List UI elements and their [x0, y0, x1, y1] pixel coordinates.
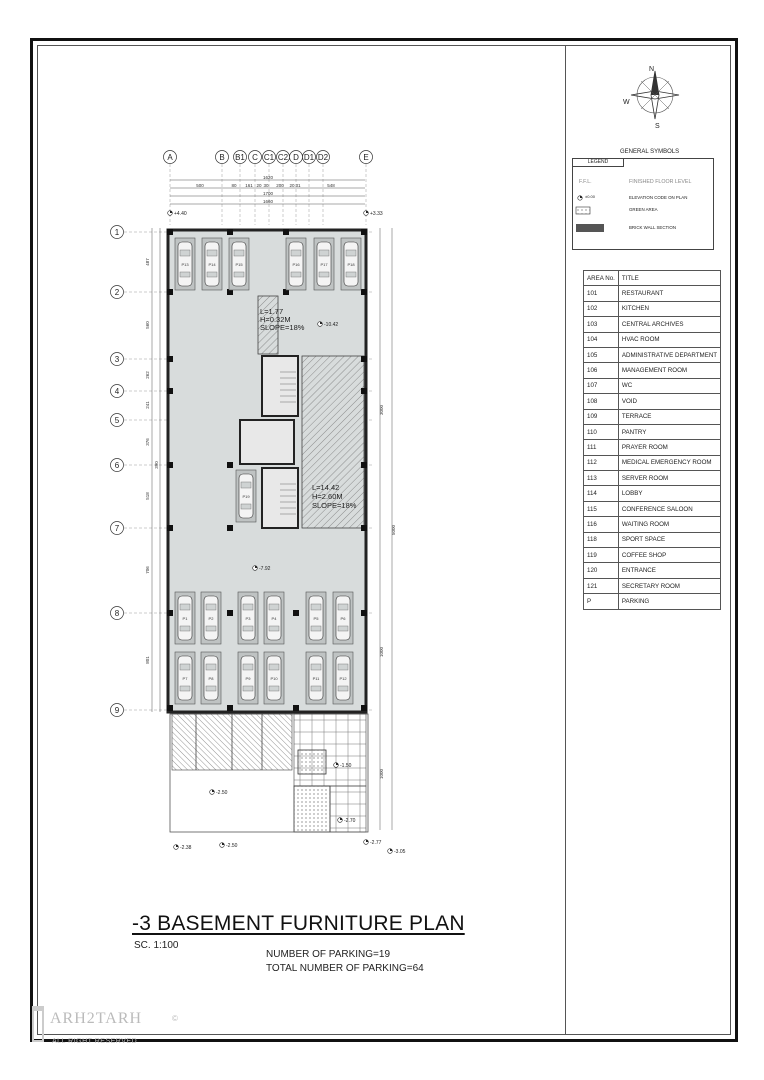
area-title: LOBBY: [618, 486, 720, 501]
area-title: WAITING ROOM: [618, 517, 720, 532]
area-number: 105: [584, 347, 619, 362]
dimension-value: 376: [145, 438, 150, 446]
parking-number: P10: [270, 676, 278, 681]
level-value: -2.38: [180, 845, 192, 851]
elevation-key: ±0.00: [585, 194, 595, 199]
dimension-value: 706: [145, 566, 150, 574]
level-value: -7.92: [259, 566, 271, 572]
parking-number: P1: [182, 616, 188, 621]
area-table-row: [584, 301, 721, 316]
area-table-row: [584, 517, 721, 532]
column-label: B1: [235, 153, 245, 162]
area-table-row: [584, 424, 721, 439]
area-table-row: [584, 563, 721, 578]
drawing-title: -3 BASEMENT FURNITURE PLAN: [132, 912, 465, 935]
parking-number: P4: [271, 616, 277, 621]
column-bubble: [234, 151, 247, 164]
column-bubble: [249, 151, 262, 164]
logo-mark-icon: [32, 1006, 44, 1042]
structural-column: [361, 356, 367, 362]
parking-stall: [175, 592, 195, 644]
area-table-row: [584, 394, 721, 409]
column-bubble: [303, 151, 316, 164]
area-schedule-table: [583, 270, 721, 610]
parking-stall: [286, 238, 306, 290]
dimension-value: 3000: [379, 404, 384, 416]
structural-column: [361, 388, 367, 394]
area-title: PRAYER ROOM: [618, 440, 720, 455]
parking-number: P2: [208, 616, 214, 621]
ramp2-height: H=2.60M: [312, 492, 343, 501]
north-label: N: [649, 66, 655, 73]
dimension-value: 1000: [379, 646, 384, 658]
copyright-mark: ©: [172, 1014, 178, 1023]
parking-stall: [229, 238, 249, 290]
dimension-value: 518: [145, 492, 150, 500]
left-dimensions: [152, 228, 160, 712]
parking-number: P6: [340, 616, 346, 621]
dimension-value: 1700: [262, 191, 274, 196]
south-label: S: [655, 123, 660, 130]
parking-number: P9: [245, 676, 251, 681]
area-table-row: [584, 363, 721, 378]
row-label: 1: [114, 228, 120, 237]
dimension-value: 560: [145, 321, 150, 329]
row-bubble: [111, 286, 124, 299]
dimension-value: 1000: [379, 768, 384, 780]
level-value: -2.50: [216, 790, 228, 796]
structural-column: [167, 462, 173, 468]
row-bubble: [111, 385, 124, 398]
area-table-row: [584, 409, 721, 424]
row-label: 7: [114, 524, 120, 533]
area-title: MANAGEMENT ROOM: [618, 363, 720, 378]
dimension-value: 161: [245, 183, 253, 188]
area-title: ADMINISTRATIVE DEPARTMENT: [618, 347, 720, 362]
green-area-label: GREEN AREA: [629, 207, 658, 212]
column-label: D1: [303, 153, 315, 162]
dimension-value: 1620: [262, 175, 274, 180]
level-marker: [364, 840, 382, 846]
area-number: 111: [584, 440, 619, 455]
structural-column: [283, 229, 289, 235]
row-bubble: [111, 704, 124, 717]
row-label: 2: [114, 288, 120, 297]
area-number: 103: [584, 317, 619, 332]
parking-number: P3: [245, 616, 251, 621]
row-bubble: [111, 522, 124, 535]
structural-column: [167, 289, 173, 295]
level-value: -3.05: [394, 849, 406, 855]
area-no-header: AREA No.: [584, 271, 619, 286]
row-label: 4: [114, 387, 120, 396]
level-value: -1.50: [340, 763, 352, 769]
parking-number: P5: [313, 616, 319, 621]
area-title: WC: [618, 378, 720, 393]
column-label: A: [167, 153, 173, 162]
brick-wall-label: BRICK WALL SECTION: [629, 225, 677, 230]
area-number: 114: [584, 486, 619, 501]
area-number: 113: [584, 471, 619, 486]
structural-column: [227, 705, 233, 711]
row-label: 9: [114, 706, 120, 715]
parking-number: P8: [208, 676, 214, 681]
parking-stall: [306, 592, 326, 644]
ffl-key: F.F.L.: [579, 179, 592, 185]
parking-number: P7: [182, 676, 188, 681]
area-title: SECRETARY ROOM: [618, 578, 720, 593]
column-label: B: [219, 153, 225, 162]
parking-stall: [341, 238, 361, 290]
area-table-row: [584, 455, 721, 470]
structural-column: [167, 610, 173, 616]
column-bubble: [317, 151, 330, 164]
area-title: MEDICAL EMERGENCY ROOM: [618, 455, 720, 470]
row-bubble: [111, 226, 124, 239]
ramp1-slope: SLOPE=18%: [260, 323, 305, 332]
column-grid-bubbles: [164, 151, 373, 164]
area-table-row: [584, 440, 721, 455]
area-number: 118: [584, 532, 619, 547]
parking-stall: [264, 652, 284, 704]
column-bubble: [164, 151, 177, 164]
structural-column: [167, 356, 173, 362]
level-marker: [174, 845, 192, 851]
parking-stall: [202, 238, 222, 290]
area-number: 109: [584, 409, 619, 424]
structural-column: [361, 289, 367, 295]
title-header: TITLE: [618, 271, 720, 286]
row-bubble: [111, 353, 124, 366]
area-table-row: [584, 347, 721, 362]
structural-column: [361, 610, 367, 616]
column-label: E: [363, 153, 369, 162]
structural-column: [361, 705, 367, 711]
structural-column: [361, 525, 367, 531]
drawing-scale: SC. 1:100: [134, 940, 179, 951]
level-marker: [210, 790, 228, 796]
column-bubble: [277, 151, 290, 164]
structural-column: [361, 229, 367, 235]
parking-number: P13: [181, 262, 189, 267]
area-title: RESTAURANT: [618, 286, 720, 301]
dimension-value: 80: [231, 183, 237, 188]
ramp2-slope: SLOPE=18%: [312, 501, 357, 510]
dimension-value: 500: [196, 183, 204, 188]
row-label: 6: [114, 461, 120, 470]
area-table-row: [584, 594, 721, 609]
ramp2-length: L=14.42: [312, 483, 340, 492]
area-number: 116: [584, 517, 619, 532]
ramp1-height: H=0.32M: [260, 315, 291, 324]
dimension-value: 1660: [262, 199, 274, 204]
parking-number: P17: [320, 262, 328, 267]
column-label: C2: [277, 153, 289, 162]
area-number: 119: [584, 548, 619, 563]
dimension-value: 31: [295, 183, 301, 188]
courtyard: [170, 714, 368, 832]
parking-stall: [238, 592, 258, 644]
structural-column: [167, 229, 173, 235]
area-table-row: [584, 548, 721, 563]
dimension-value: 801: [145, 656, 150, 664]
logo-subtext: ALL RIGHT RESERVED: [52, 1038, 138, 1045]
area-table-row: [584, 532, 721, 547]
area-title: PARKING: [618, 594, 720, 609]
parking-number: P14: [208, 262, 216, 267]
area-table-row: [584, 332, 721, 347]
area-number: 106: [584, 363, 619, 378]
row-label: 3: [114, 355, 120, 364]
area-table-row: [584, 578, 721, 593]
column-bubble: [290, 151, 303, 164]
level-value: +4.40: [174, 211, 187, 217]
legend-heading: LEGEND: [573, 159, 624, 167]
area-number: 102: [584, 301, 619, 316]
parking-number: P11: [312, 676, 320, 681]
area-title: KITCHEN: [618, 301, 720, 316]
legend-box: [572, 158, 714, 250]
level-value: -2.77: [370, 840, 382, 846]
parking-stall: [306, 652, 326, 704]
level-value: -2.70: [344, 818, 356, 824]
north-arrow-icon: [623, 66, 679, 130]
area-title: CENTRAL ARCHIVES: [618, 317, 720, 332]
structural-column: [167, 388, 173, 394]
parking-stall: [236, 470, 256, 522]
area-title: HVAC ROOM: [618, 332, 720, 347]
column-bubble: [360, 151, 373, 164]
parking-count: NUMBER OF PARKING=19: [266, 949, 391, 960]
row-label: 5: [114, 416, 120, 425]
area-title: VOID: [618, 394, 720, 409]
area-number: 104: [584, 332, 619, 347]
area-number: 120: [584, 563, 619, 578]
area-title: ENTRANCE: [618, 563, 720, 578]
area-table-row: [584, 501, 721, 516]
row-grid-bubbles: [111, 226, 124, 717]
column-label: D2: [317, 153, 329, 162]
area-number: 115: [584, 501, 619, 516]
dimension-value: 30: [263, 183, 269, 188]
parking-number: P18: [347, 262, 355, 267]
area-table-row: [584, 486, 721, 501]
total-parking-count: TOTAL NUMBER OF PARKING=64: [266, 963, 424, 974]
column-label: C1: [263, 153, 275, 162]
structural-column: [361, 462, 367, 468]
level-marker: [220, 843, 238, 849]
structural-column: [227, 525, 233, 531]
level-marker: [364, 211, 383, 217]
row-bubble: [111, 414, 124, 427]
area-number: 101: [584, 286, 619, 301]
parking-number: P15: [235, 262, 243, 267]
level-value: +3.33: [370, 211, 383, 217]
dimension-value: 390: [154, 461, 159, 469]
row-bubble: [111, 459, 124, 472]
column-label: C: [252, 153, 258, 162]
structural-column: [227, 610, 233, 616]
area-title: SPORT SPACE: [618, 532, 720, 547]
area-table-row: [584, 317, 721, 332]
parking-stall: [201, 652, 221, 704]
parking-stall: [175, 238, 195, 290]
parking-stall: [175, 652, 195, 704]
area-number: 110: [584, 424, 619, 439]
level-value: -2.50: [226, 843, 238, 849]
dimension-value: 20: [289, 183, 295, 188]
dimension-value: 262: [145, 371, 150, 379]
dimension-value: 548: [327, 183, 335, 188]
elevation-label: ELEVATION CODE ON PLAN: [629, 195, 688, 200]
area-title: TERRACE: [618, 409, 720, 424]
parking-number: P16: [292, 262, 300, 267]
west-label: W: [623, 99, 630, 106]
parking-stall: [264, 592, 284, 644]
column-bubble: [263, 151, 276, 164]
level-marker: [388, 849, 406, 855]
dimension-value: 5000: [391, 524, 396, 536]
structural-column: [227, 462, 233, 468]
area-table-row: [584, 378, 721, 393]
structural-column: [227, 229, 233, 235]
level-value: -10.42: [324, 322, 339, 328]
ffl-label: FINISHED FLOOR LEVEL: [629, 179, 692, 185]
area-number: 121: [584, 578, 619, 593]
area-number: 107: [584, 378, 619, 393]
ramp1-length: L=1.77: [260, 307, 284, 316]
area-title: SERVER ROOM: [618, 471, 720, 486]
level-marker: [168, 211, 187, 217]
area-table-header: [584, 271, 721, 286]
structural-column: [167, 525, 173, 531]
general-symbols-title: GENERAL SYMBOLS: [620, 149, 680, 155]
area-number: 108: [584, 394, 619, 409]
area-title: CONFERENCE SALOON: [618, 501, 720, 516]
parking-number: P19: [242, 494, 250, 499]
dimension-value: 20: [256, 183, 262, 188]
logo-text: ARH2TARH: [50, 1010, 143, 1027]
area-table-row: [584, 286, 721, 301]
area-table-row: [584, 471, 721, 486]
area-title: PANTRY: [618, 424, 720, 439]
parking-stall: [333, 592, 353, 644]
parking-stall: [238, 652, 258, 704]
dimension-value: 241: [145, 401, 150, 409]
area-number: 112: [584, 455, 619, 470]
dimension-value: 487: [145, 258, 150, 266]
row-bubble: [111, 607, 124, 620]
structural-column: [293, 705, 299, 711]
structural-column: [167, 705, 173, 711]
structural-column: [293, 610, 299, 616]
row-label: 8: [114, 609, 120, 618]
dimension-value: 200: [276, 183, 284, 188]
parking-stall: [333, 652, 353, 704]
parking-stall: [201, 592, 221, 644]
area-number: P: [584, 594, 619, 609]
parking-stall: [314, 238, 334, 290]
column-label: D: [293, 153, 299, 162]
parking-number: P12: [339, 676, 347, 681]
column-bubble: [216, 151, 229, 164]
area-title: COFFEE SHOP: [618, 548, 720, 563]
